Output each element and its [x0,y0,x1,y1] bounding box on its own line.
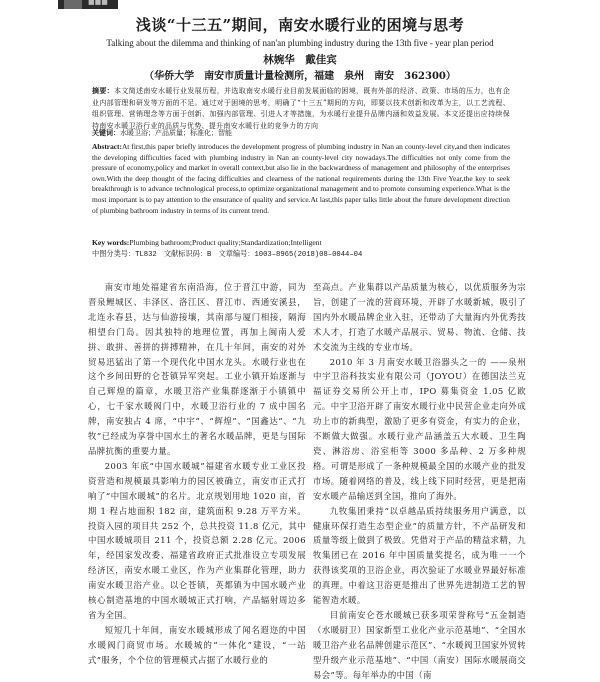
affiliation: （华侨大学 南安市质量计量检测所，福建 泉州 南安 362300） [144,71,456,82]
authors: 林婉华 戴佳宾 [263,54,337,66]
keywords-en-text: Plumbing bathroom;Product quality;Standardization;Intelligent [129,238,322,247]
abstract-cn-label: 摘要： [92,86,115,95]
section-header-mark [64,0,82,9]
abstract-cn [92,85,510,132]
body-paragraph: 九牧集团秉持“以卓越品质持续服务用户满意，以健康环保打造生态型企业”的质量方针，不产品研发和质量等级上做到了极致。凭借对于产品的精益求精，九牧集团已在 2016 年中国质量奖提名，成为唯一一个获得该奖项的卫浴企业，再次验证了水暖业界最好标准的真理。中着这卫浴更是推出了世界先进制造工艺的智能智造水暖。 [313,505,526,606]
keywords-en-label: Key words: [92,238,130,247]
body-paragraph: 至高点。产业集群以产品质量为核心，以优质服务为宗旨，创建了一流的营商环境，开辟了水暖新城，吸引了国内外水暖品牌企业入驻，还带动了大量海内外优秀技术人才，打造了水暖产品展示、贸易、物流、仓储、技术交流为主线的专业市场。 [313,282,526,352]
abstract-en [92,142,510,216]
keywords-en [92,238,510,248]
body-paragraph: 2003 年底“中国水暖城”福建省水暖专业工业区投资营造和规模最具影响力的园区被确立，南安市正式打响了“中国水暖城”的名片。北京规划用地 1020 亩，首期 1 程占地面积 182 亩，建筑面积 9.28 万平方米。投资入园的项目共 252 个，总共投资 11.8 亿元，其中中国水暖城项目 211 个，投资总额 2.28 亿元。2006 年，经国家发改委、福建省政府正式批准设立专项发展经济区，南安水暖工业区，作为产业集群化管理，助力南安水暖卫浴产业。以仑苍镇，英都镇为中国水暖产业核心制造基地的中国水暖城正式打响，产品辐射周边多省为全国。 [88,460,306,620]
body-paragraph: 短短几十年间，南安水暖城形成了闻名遐迩的中国水暖阀门商贸市场。水暖城的“一体化”建设，“一站式”服务，个个位的管理模式占据了水暖行业的 [88,624,306,665]
section-header-bar [58,0,118,9]
body-paragraph: 2010 年 3 月南安水暖卫浴器头之一的 ——泉州中宇卫浴科技实业有限公司（JOYOU）在德国法兰克福证券交易所公开上市，IPO 募集资金 1.05 亿欧元。中宇卫浴开辟了南安水暖行业中民营企业走向外成功上市的新典型，激励了更多有资金，有实力的企业，不断做大做强。水暖行业产品涵盖五大水暖、卫生陶瓷、淋浴房、浴室柜等 3000 多品种、2 万多种规格。可谓是形成了一条种规模最全国的水暖产业的批发市场。随着网络的普及，线上线下同时经营，更是把南安水暖产品输送到全国，推向了海外。 [313,356,526,501]
classification-meta: 中图分类号：TL832 文献标识码：B 文章编号：1003–8965(2018)08–0044–04 [92,251,363,259]
english-title: Talking about the dilemma and thinking of nan'an plumbing industry during the 13th five - year plan period [106,38,494,48]
abstract-en-label: Abstract: [92,142,122,151]
article-title: 浅谈“十三五”期间，南安水暖行业的困境与思考 [135,16,465,34]
section-mark: ■■■ [88,0,108,6]
keywords-cn-text: 水暖卫浴；产品质量；标准化；智能 [120,129,232,137]
body-paragraph: 南安市地处福建省东南沿海，位于晋江中游，同为晋泉鲤城区、丰泽区、洛江区、晋江市、西通安溪县，北连永春县，达与仙游接壤，其南部与厦门相接，隔海相望台门岛。因其独特的地理位置，再加上闽南人爱拼、敢拼、善拼的拼搏精神，在几十年间，南安的对外贸易迅猛出了第一个现代化中国水龙头。水暖行业也在这个乡间田野的仑苍镇异军突起。工业小镇开始逐渐与自己辉煌的篇章，水暖卫浴产业集群逐渐于小镇镇中心，七千家水暖阀门中，水暖卫浴行业的 7 成中国名牌，南安独占 4 席，“中宇”、“辉煌”、“国鑫达”、“九牧”已经成为享誉中国水土的著名水暖品牌，更是与国际品牌抗衡的重要力量。 [88,282,306,456]
keywords-cn [92,128,510,138]
body-paragraph: 目前南安仑苍水暖城已获多项荣誉称号“五金制造（水暖厨卫）国家新型工业化产业示范基地”、“全国水暖卫浴产业名品牌创建示范区”、“水暖阀卫国家外贸转型升级产业示范基地”、“中国（南安）国际水暖展商交易会”等。每年举办的中国（南 [313,609,526,680]
keywords-cn-label: 关键词： [92,128,120,137]
body-column-right [313,280,526,682]
abstract-en-text: At first,this paper briefly introduces the development progress of plumbing industry in Nan an county-level city,and then indicates the developing difficulties faced with plumbing industry in Nan an county-level city nowadays.The difficulties not only come from the pressure of economy,policy and market in overall context,but also lie in the backwardness of management and philosophy of the enterprises own.With the deep thought of the facing difficulties and clearness of the national requirements during the 13th Five Year,the key to seek breakthrough is to advance technological process,to optimize organizational management and to promote consuming experience.What is the most important is to pay attention to the ensurance of quality and service.At last,this paper talks little about the future development direction of plumbing bathroom industry in terms of its current trend. [92,142,510,215]
abstract-cn-text: 本文简述南安水暖行业发展历程，并选取南安水暖行业目前发展面临的困境，既有外部的经济、政策、市场的压力，也有企业内部管理和研发等方面的不足。通过对于困境的思考，明确了“十三五”期间的方向，即要以技术创新和改革为主，以工艺流程、组织管理、营销理念等方面于创新、加强内部管理、引进人才等措施，为水暖行业提升品牌内涵和效益发展。本文还提出应持续保持南安水暖卫浴行业的品质与优势、提升南安水暖行业的竞争力的方向 [92,87,511,130]
body-column-left [88,280,306,668]
